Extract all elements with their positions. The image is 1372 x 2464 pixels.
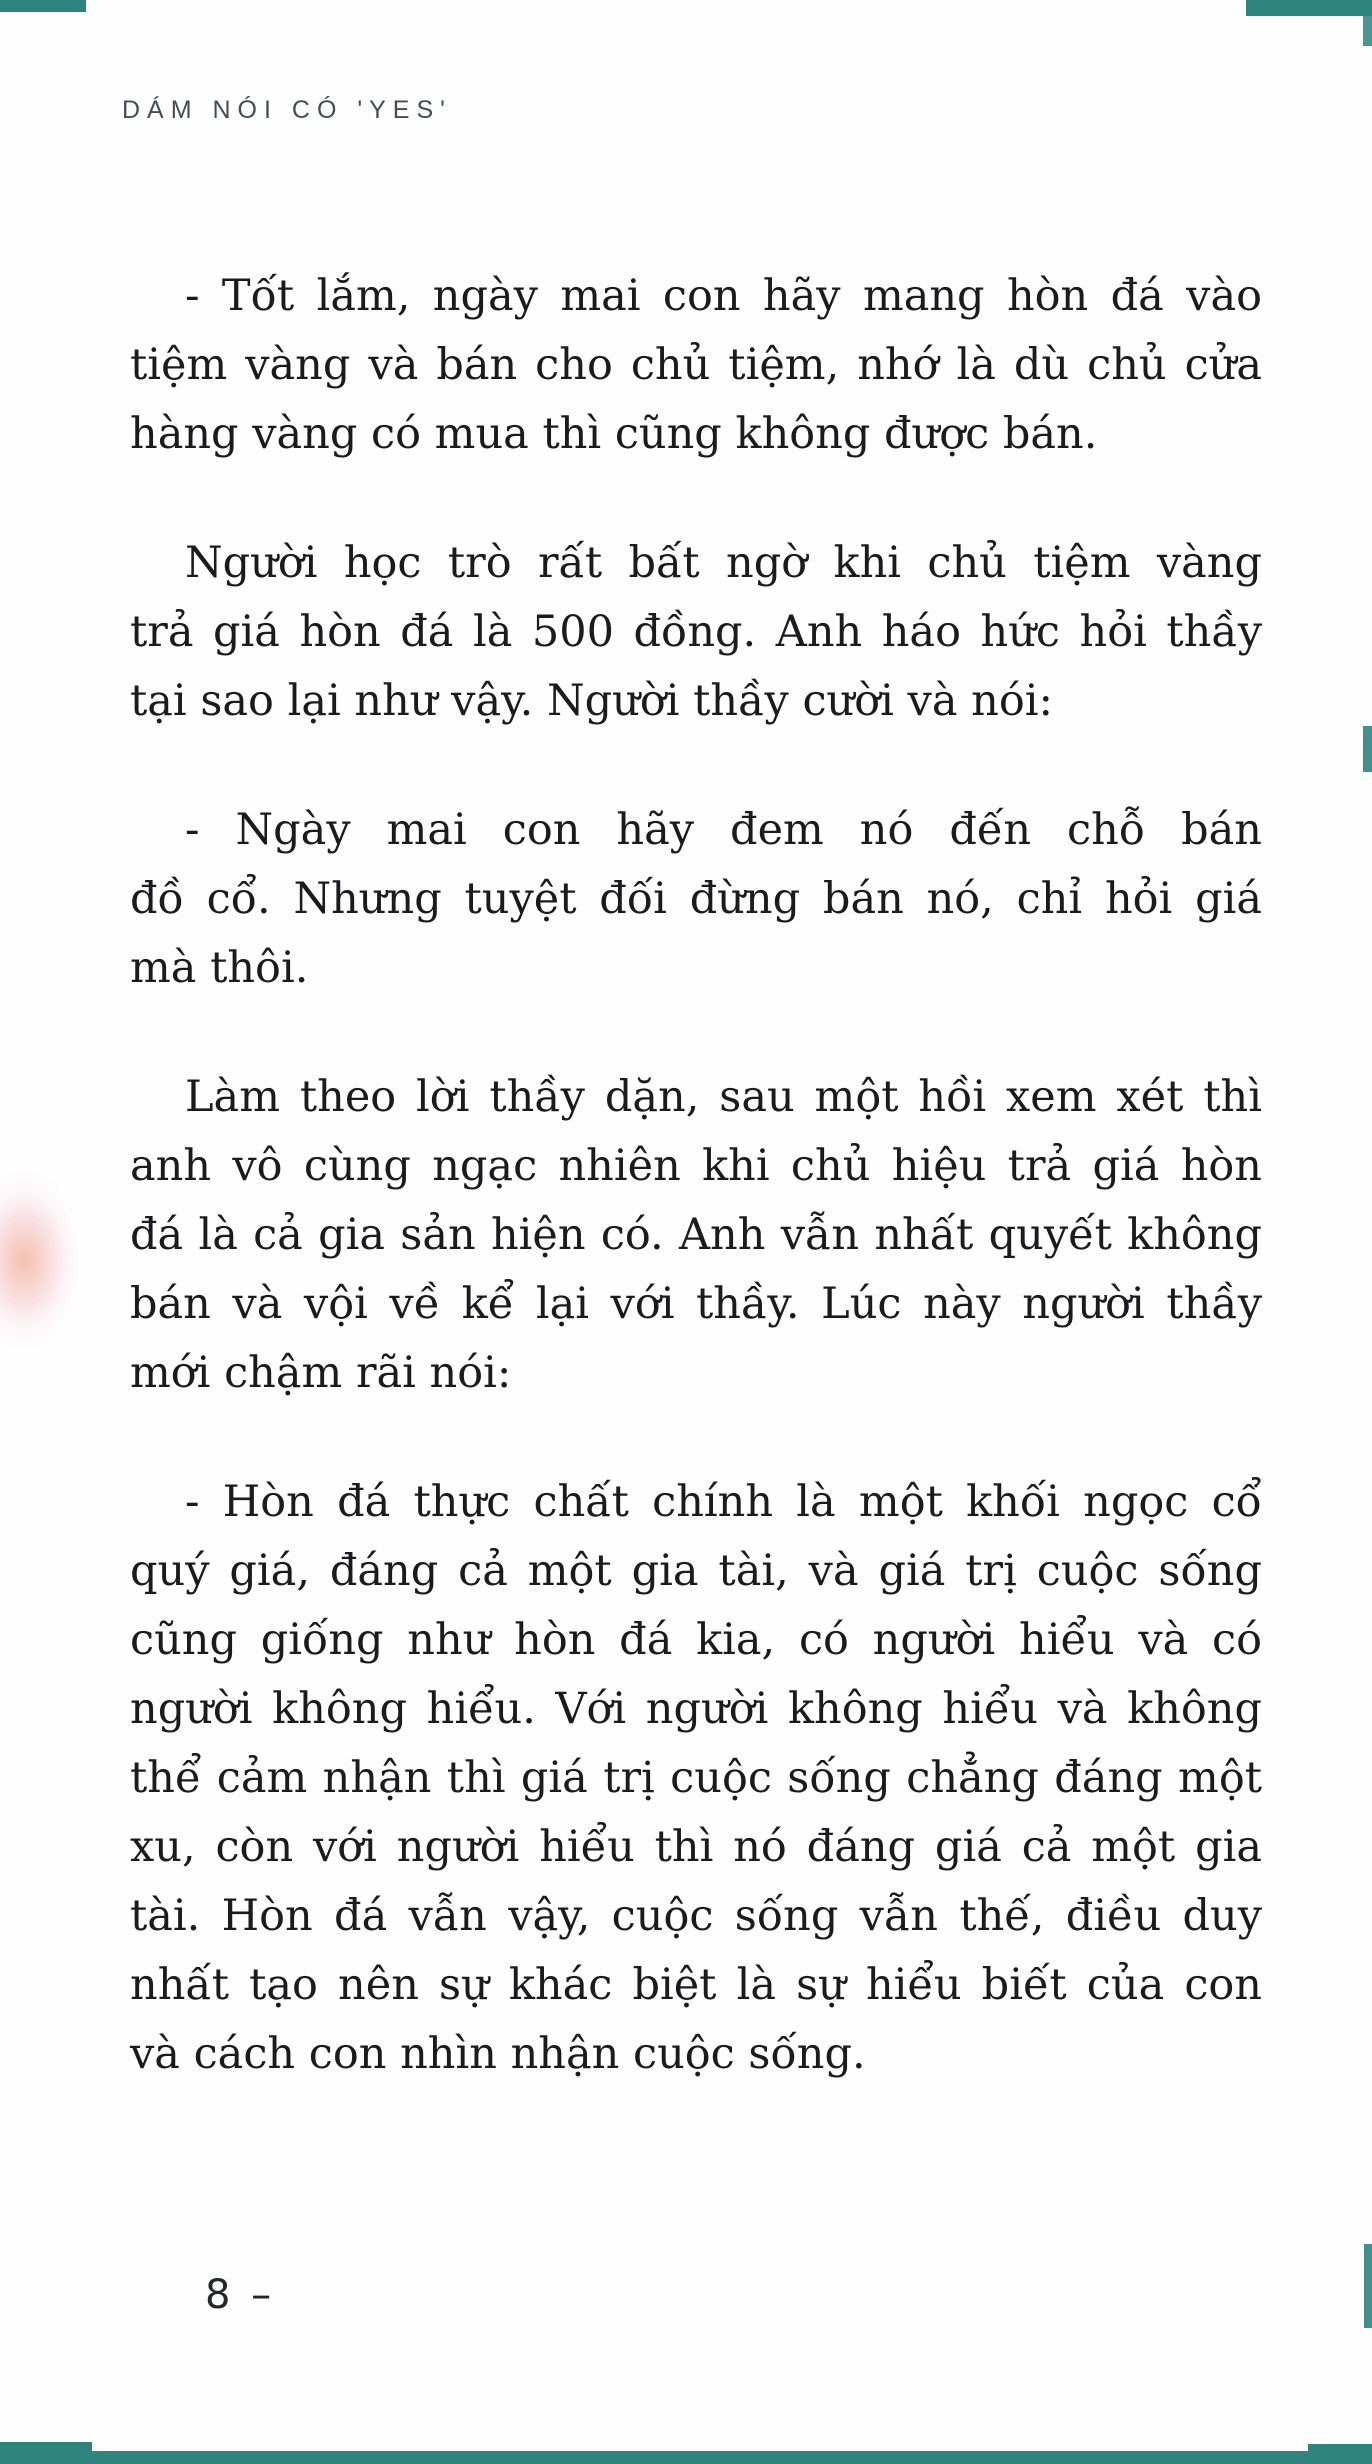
paragraph [130, 796, 1262, 1003]
scan-edge-right-middle [1363, 726, 1372, 772]
text-line: - Tốt lắm, ngày mai con hãy mang hòn đá vào [185, 271, 1262, 321]
text-line: hàng vàng có mua thì cũng không được bán. [130, 409, 1098, 459]
paragraph [130, 262, 1262, 469]
text-line: nhất tạo nên sự khác biệt là sự hiểu biết của con [130, 1960, 1262, 2010]
text-line: thể cảm nhận thì giá trị cuộc sống chẳng đáng một [130, 1753, 1262, 1803]
text-line: - Hòn đá thực chất chính là một khối ngọc cổ [185, 1477, 1262, 1527]
text-line: đá là cả gia sản hiện có. Anh vẫn nhất quyết không [130, 1210, 1262, 1260]
scan-edge-bottom-right [1308, 2444, 1372, 2464]
scan-edge-top-right [1246, 0, 1372, 16]
text-line: đồ cổ. Nhưng tuyệt đối đừng bán nó, chỉ hỏi giá [130, 874, 1262, 924]
text-line: Người học trò rất bất ngờ khi chủ tiệm vàng [185, 538, 1262, 588]
text-line: mới chậm rãi nói: [130, 1348, 512, 1398]
text-line: cũng giống như hòn đá kia, có người hiểu và có [130, 1615, 1262, 1665]
text-line: tài. Hòn đá vẫn vậy, cuộc sống vẫn thế, điều duy [130, 1891, 1262, 1941]
text-line: mà thôi. [130, 943, 309, 993]
paragraph [130, 1468, 1262, 2089]
text-line: người không hiểu. Với người không hiểu và không [130, 1684, 1262, 1734]
text-line: - Ngày mai con hãy đem nó đến chỗ bán [185, 805, 1262, 855]
text-line: xu, còn với người hiểu thì nó đáng giá cả một gia [130, 1822, 1262, 1872]
text-line: tiệm vàng và bán cho chủ tiệm, nhớ là dù chủ cửa [130, 340, 1262, 390]
scan-edge-top-left [0, 0, 86, 12]
scan-edge-right-upper [1363, 14, 1372, 46]
paragraph [130, 529, 1262, 736]
text-line: anh vô cùng ngạc nhiên khi chủ hiệu trả giá hòn [130, 1141, 1262, 1191]
pink-smudge-artifact [0, 1172, 82, 1348]
text-line: tại sao lại như vậy. Người thầy cười và nói: [130, 676, 1053, 726]
text-line: Làm theo lời thầy dặn, sau một hồi xem xét thì [185, 1072, 1262, 1122]
scan-edge-bottom-left [0, 2442, 92, 2464]
paragraph [130, 1063, 1262, 1408]
text-line: trả giá hòn đá là 500 đồng. Anh háo hức hỏi thầy [130, 607, 1262, 657]
body-text-column [130, 262, 1262, 2089]
page-number: 8 – [205, 2272, 276, 2318]
text-line: bán và vội về kể lại với thầy. Lúc này người thầy [130, 1279, 1262, 1329]
scan-edge-right-lower [1364, 2244, 1372, 2328]
scan-edge-bottom [0, 2451, 1372, 2464]
text-line: quý giá, đáng cả một gia tài, và giá trị cuộc sống [130, 1546, 1262, 1596]
running-header: DÁM NÓI CÓ 'YES' [122, 96, 452, 124]
text-line: và cách con nhìn nhận cuộc sống. [130, 2029, 866, 2079]
